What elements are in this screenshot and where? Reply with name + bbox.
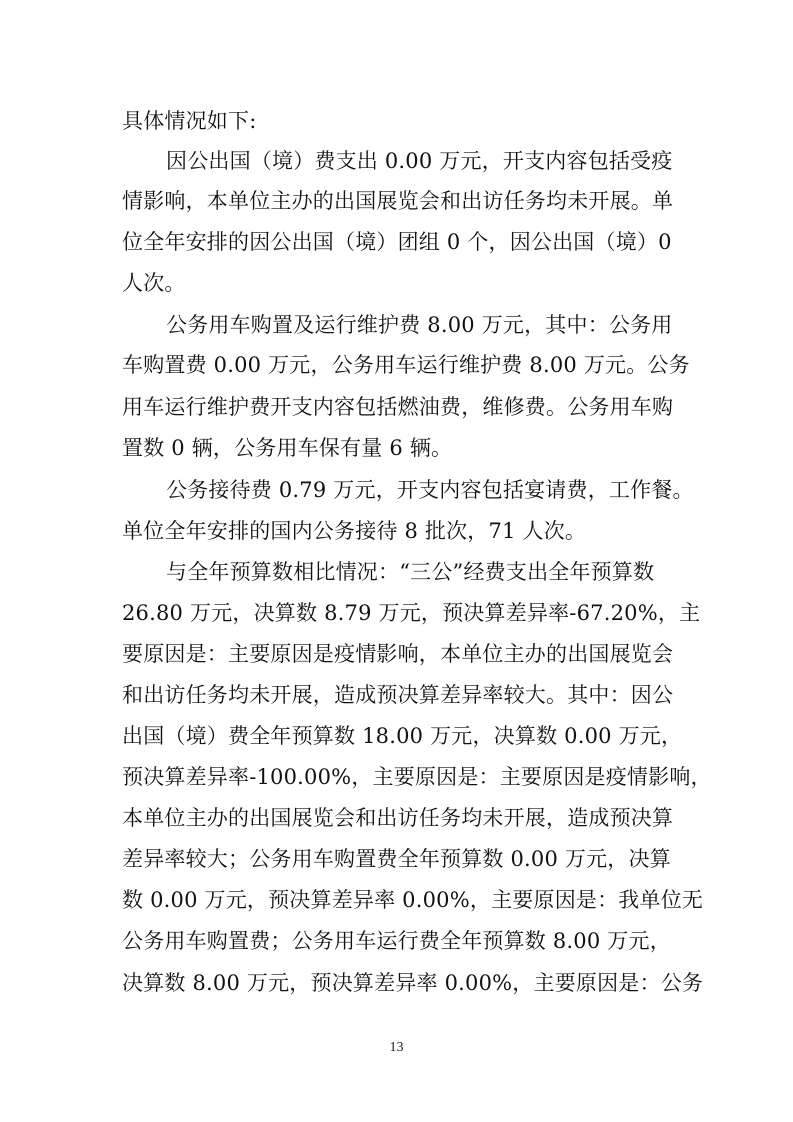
text-line: 车购置费 0.00 万元，公务用车运行维护费 8.00 万元。公务	[122, 353, 690, 377]
text-line: 本单位主办的出国展览会和出访任务均未开展，造成预决算	[122, 806, 674, 830]
text-line: 决算数 8.00 万元，预决算差异率 0.00%，主要原因是：公务	[122, 971, 704, 995]
text-line: 差异率较大；公务用车购置费全年预算数 0.00 万元，决算	[122, 847, 671, 871]
text-line: 与全年预算数相比情况：“三公”经费支出全年预算数	[166, 560, 655, 584]
text-line: 数 0.00 万元，预决算差异率 0.00%，主要原因是：我单位无	[122, 888, 704, 912]
text-line: 26.80 万元，决算数 8.79 万元，预决算差异率-67.20%，主	[122, 601, 701, 625]
text-line: 人次。	[122, 271, 186, 295]
text-line: 用车运行维护费开支内容包括燃油费，维修费。公务用车购	[122, 395, 674, 419]
page-number: 13	[389, 1040, 404, 1055]
text-line: 公务用车购置及运行维护费 8.00 万元，其中：公务用	[166, 313, 673, 337]
text-line: 置数 0 辆，公务用车保有量 6 辆。	[122, 436, 453, 460]
text-line: 公务用车购置费；公务用车运行费全年预算数 8.00 万元，	[122, 929, 671, 953]
text-line: 要原因是：主要原因是疫情影响，本单位主办的出国展览会	[122, 642, 674, 666]
text-line: 和出访任务均未开展，造成预决算差异率较大。其中：因公	[122, 683, 674, 707]
text-line: 位全年安排的因公出国（境）团组 0 个，因公出国（境）0	[122, 230, 672, 254]
text-line: 单位全年安排的国内公务接待 8 批次，71 人次。	[122, 519, 587, 543]
text-line: 具体情况如下:	[122, 109, 257, 133]
text-line: 因公出国（境）费支出 0.00 万元，开支内容包括受疫	[166, 149, 673, 173]
text-line: 公务接待费 0.79 万元，开支内容包括宴请费，工作餐。	[166, 478, 694, 502]
text-line: 出国（境）费全年预算数 18.00 万元，决算数 0.00 万元，	[122, 724, 683, 748]
text-line: 情影响，本单位主办的出国展览会和出访任务均未开展。单	[122, 189, 674, 213]
text-line: 预决算差异率-100.00%，主要原因是：主要原因是疫情影响，	[122, 765, 712, 789]
